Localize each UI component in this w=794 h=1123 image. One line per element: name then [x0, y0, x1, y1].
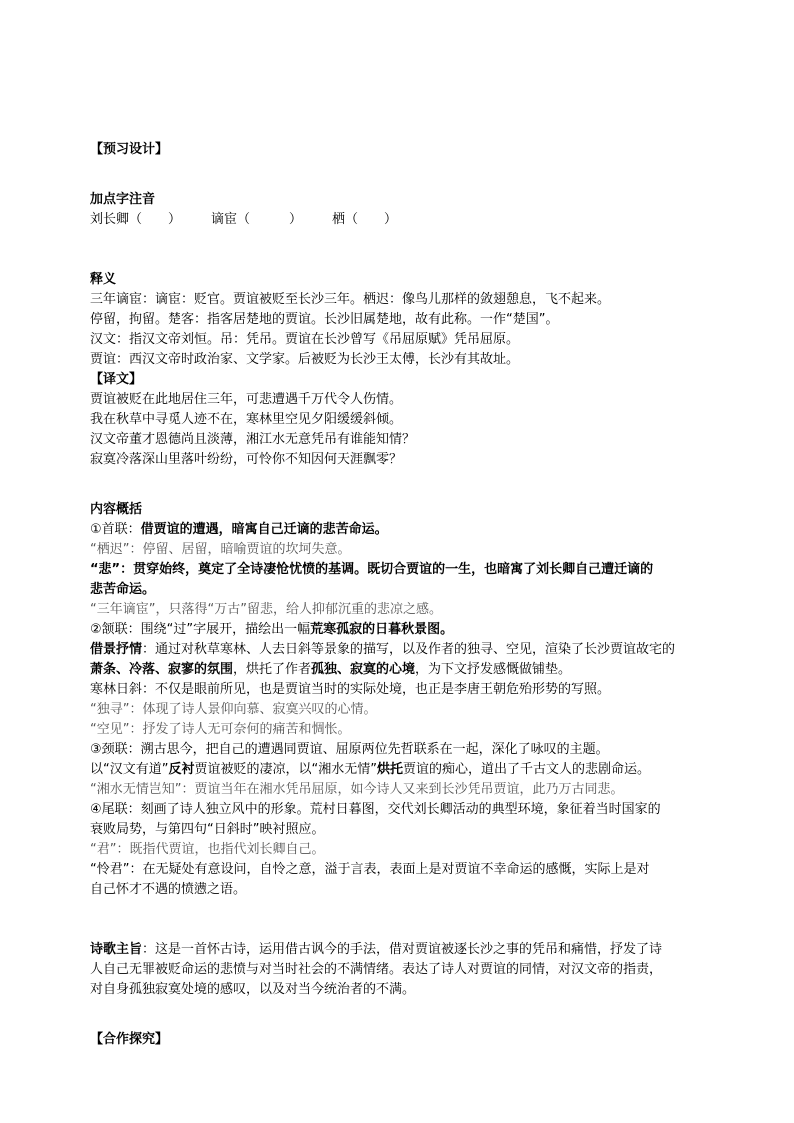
- summary-line: “怜君”：在无疑处有意设问，自怜之意，溢于言表，表面上是对贾谊不幸命运的感慨，实际上是对: [90, 862, 650, 877]
- summary-text: 以“汉文有道”: [90, 762, 169, 777]
- theme-line: [90, 940, 710, 960]
- summary-line: [90, 660, 710, 680]
- summary-note: “湘水无情岂知”：贾谊当年在湘水凭吊屈原，如今诗人又来到长沙凭吊贾谊，此乃万古同悲。: [90, 782, 624, 797]
- summary-line: ④尾联：刻画了诗人独立风中的形象。荒村日暮图，交代刘长卿活动的典型环境，象征着当时国家的: [90, 802, 661, 817]
- summary-text: ，为下文抒发感慨做铺垫。: [415, 662, 572, 677]
- summary-note: “空见”：抒发了诗人无可奈何的痛苦和惆怅。: [90, 722, 351, 737]
- pinyin-items: [90, 210, 710, 230]
- summary-note: “独寻”：体现了诗人景仰向慕、寂寞兴叹的心情。: [90, 702, 377, 717]
- translation-line: 贾谊被贬在此地居住三年，可悲遭遇千万代令人伤情。: [90, 392, 403, 407]
- pinyin-item-1: 刘长卿（ ）: [90, 212, 182, 227]
- translation-line: 寂寞冷落深山里落叶纷纷，可怜你不知因何天涯飘零？: [90, 452, 403, 467]
- translation-line: 我在秋草中寻觅人迹不在，寒林里空见夕阳缓缓斜倾。: [90, 412, 403, 427]
- cooperate-heading: 【合作探究】: [90, 1032, 169, 1047]
- glossary-line: 汉文：指汉文帝刘恒。吊：凭吊。贾谊在长沙曾写《吊屈原赋》凭吊屈原。: [90, 332, 520, 347]
- summary-note: “三年谪宦”，只落得“万古”留悲，给人抑郁沉重的悲凉之感。: [90, 602, 442, 617]
- technique-label: 借景抒情: [90, 642, 143, 657]
- summary-line: [90, 520, 710, 540]
- summary-note: “栖迟”：停留、居留，暗喻贾谊的坎坷失意。: [90, 542, 351, 557]
- summary-line: [90, 620, 710, 640]
- translation-line: 汉文帝董才恩德尚且淡薄，湘江水无意凭吊有谁能知情？: [90, 432, 416, 447]
- glossary-line: 三年谪宦：谪宦：贬官。贾谊被贬至长沙三年。栖迟：像鸟儿那样的敛翅憩息，飞不起来。: [90, 292, 611, 307]
- glossary-title: 释义: [90, 272, 117, 287]
- summary-line: [90, 640, 710, 660]
- document-page: [90, 140, 710, 1050]
- summary-line: ③颈联：溯古思今，把自己的遭遇同贾谊、屈原两位先哲联系在一起，深化了咏叹的主题。: [90, 742, 609, 757]
- theme-line: 对自身孤独寂寞处境的感叹，以及对当今统治者的不满。: [90, 982, 416, 997]
- couplet-point: 借贾谊的遭遇，暗寓自己迁谪的悲苦命运。: [140, 522, 388, 537]
- pinyin-item-3: 栖（ ）: [332, 212, 398, 227]
- preview-heading: 【预习设计】: [90, 142, 169, 157]
- summary-title: 内容概括: [90, 502, 143, 517]
- emphasis-text: 萧条、冷落、寂寥的氛围: [90, 662, 234, 677]
- emphasis-text: 反衬: [168, 762, 195, 777]
- couplet-label: ①首联：: [90, 522, 141, 537]
- summary-text: 贾谊的痴心，道出了千古文人的悲剧命运。: [403, 762, 651, 777]
- summary-line: 衰败局势，与第四句“日斜时”映衬照应。: [90, 822, 325, 837]
- theme-label: 诗歌主旨: [90, 942, 143, 957]
- couplet-point: 荒寒孤寂的日暮秋景图。: [310, 622, 454, 637]
- theme-text: ：这是一首怀古诗，运用借古讽今的手法，借对贾谊被逐长沙之事的凭吊和痛惜，抒发了诗: [142, 942, 663, 957]
- summary-line: [90, 760, 710, 780]
- summary-text: “悲”：贯穿始终，奠定了全诗凄怆忧愤的基调。既切合贾谊的一生，也暗寓了刘长卿自己遭迁谪的: [90, 562, 654, 577]
- emphasis-text: 孤独、寂寞的心境: [311, 662, 416, 677]
- glossary-line: 停留，拘留。楚客：指客居楚地的贾谊。长沙旧属楚地，故有此称。一作“楚国”。: [90, 312, 559, 327]
- summary-text: ，烘托了作者: [233, 662, 312, 677]
- summary-line: 自己怀才不遇的愤懑之语。: [90, 882, 247, 897]
- summary-line: 寒林日斜：不仅是眼前所见，也是贾谊当时的实际处境，也正是李唐王朝危殆形势的写照。: [90, 682, 611, 697]
- emphasis-text: 烘托: [376, 762, 403, 777]
- pinyin-item-2: 谪宦（ ）: [211, 212, 303, 227]
- theme-line: 人自己无罪被贬命运的悲愤与对当时社会的不满情绪。表达了诗人对贾谊的同情，对汉文帝的指责，: [90, 962, 663, 977]
- summary-note: “君”：既指代贾谊，也指代刘长卿自己。: [90, 842, 325, 857]
- summary-line: [90, 560, 710, 580]
- couplet-label: ②颔联：围绕“过”字展开，描绘出一幅: [90, 622, 311, 637]
- pinyin-title: 加点字注音: [90, 192, 156, 207]
- translation-heading: 【译文】: [90, 372, 143, 387]
- summary-line: 悲苦命运。: [90, 582, 156, 597]
- summary-text: ：通过对秋草寒林、人去日斜等景象的描写，以及作者的独寻、空见，渲染了长沙贾谊故宅的: [142, 642, 676, 657]
- summary-text: 贾谊被贬的凄凉，以“湘水无情”: [194, 762, 377, 777]
- glossary-line: 贾谊：西汉文帝时政治家、文学家。后被贬为长沙王太傅，长沙有其故址。: [90, 352, 520, 367]
